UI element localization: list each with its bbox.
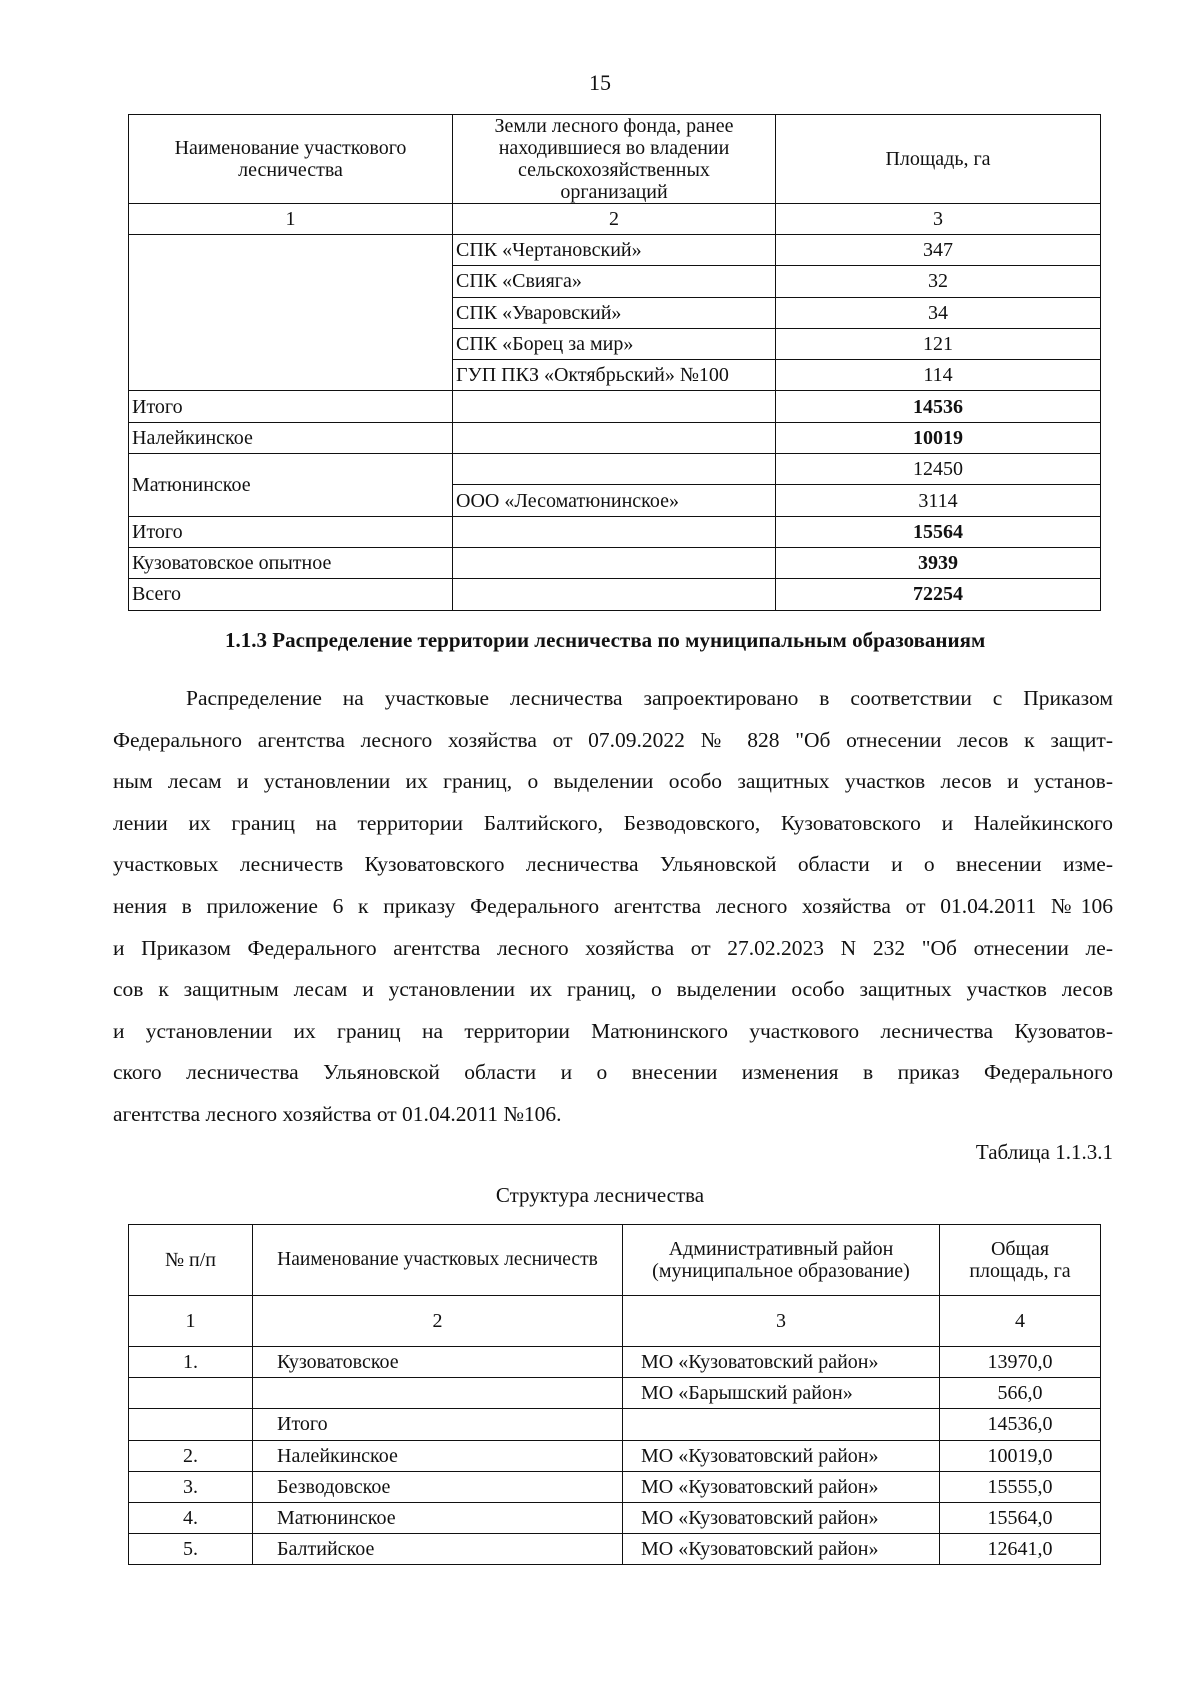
table-row: [129, 547, 1101, 578]
number-cell: [129, 1378, 253, 1409]
number-cell: 4.: [129, 1502, 253, 1533]
number-cell: [129, 1409, 253, 1440]
table-header-row: [129, 115, 1101, 204]
paragraph-line: ского лесничества Ульяновской области и о внесении изменения в приказ Федерального: [113, 1060, 1113, 1085]
table-row: [129, 454, 1101, 485]
org-cell: [453, 516, 776, 547]
org-cell: СПК «Уваровский»: [453, 297, 776, 328]
name-cell: [129, 235, 453, 391]
area-cell: 14536: [776, 391, 1101, 422]
district-cell: МО «Барышский район»: [623, 1378, 940, 1409]
name-cell: Кузоватовское: [253, 1347, 623, 1378]
body-paragraph: [113, 678, 1113, 1136]
name-cell: Налейкинское: [129, 422, 453, 453]
org-cell: [453, 547, 776, 578]
area-cell: 15564: [776, 516, 1101, 547]
name-cell: Безводовское: [253, 1471, 623, 1502]
table-row: [129, 235, 1101, 266]
column-number: 1: [129, 204, 453, 235]
table-title: Структура лесничества: [495, 1183, 705, 1207]
area-cell: 32: [776, 266, 1101, 297]
column-number: 2: [253, 1296, 623, 1347]
section-heading: 1.1.3 Распределение территории лесничества по муниципальным образованиям: [225, 628, 986, 652]
paragraph-line: агентства лесного хозяйства от 01.04.2011 №106.: [113, 1101, 562, 1126]
org-cell: СПК «Борец за мир»: [453, 328, 776, 359]
area-cell: 3114: [776, 485, 1101, 516]
district-cell: МО «Кузоватовский район»: [623, 1440, 940, 1471]
paragraph-line: лении их границ на территории Балтийского, Безводовского, Кузоватовского и Налейкинского: [113, 810, 1113, 835]
org-cell: ГУП ПКЗ «Октябрьский» №100: [453, 360, 776, 391]
area-cell: 34: [776, 297, 1101, 328]
area-cell: 10019,0: [940, 1440, 1101, 1471]
number-cell: 3.: [129, 1471, 253, 1502]
paragraph-line: ным лесам и установлении их границ, о выделении особо защитных участков лесов и установ-: [113, 769, 1113, 794]
table-row: [129, 422, 1101, 453]
column-number: 1: [129, 1296, 253, 1347]
column-number-row: [129, 204, 1101, 235]
area-cell: 14536,0: [940, 1409, 1101, 1440]
table-header-row: [129, 1225, 1101, 1296]
name-cell: Кузоватовское опытное: [129, 547, 453, 578]
area-cell: 121: [776, 328, 1101, 359]
header-cell: Земли лесного фонда, ранее находившиеся во владении сельскохозяйственных организаций: [453, 115, 776, 204]
paragraph-line: сов к защитным лесам и установлении их границ, о выделении особо защитных участков лесов: [113, 977, 1113, 1002]
name-cell: Итого: [129, 516, 453, 547]
name-cell: Балтийское: [253, 1534, 623, 1565]
area-cell: 15555,0: [940, 1471, 1101, 1502]
district-cell: МО «Кузоватовский район»: [623, 1502, 940, 1533]
paragraph-line: и Приказом Федерального агентства лесного хозяйства от 27.02.2023 N 232 "Об отнесении ле-: [113, 935, 1113, 960]
name-cell: [253, 1378, 623, 1409]
paragraph-line: участковых лесничеств Кузоватовского лесничества Ульяновской области и о внесении изме-: [113, 852, 1113, 877]
header-cell: Площадь, га: [776, 115, 1101, 204]
table-row: [129, 1440, 1101, 1471]
column-number: 3: [623, 1296, 940, 1347]
org-cell: СПК «Чертановский»: [453, 235, 776, 266]
area-cell: 347: [776, 235, 1101, 266]
header-cell: Наименование участкового лесничества: [129, 115, 453, 204]
number-cell: 5.: [129, 1534, 253, 1565]
table-row: [129, 516, 1101, 547]
column-number: 4: [940, 1296, 1101, 1347]
area-cell: 3939: [776, 547, 1101, 578]
org-cell: [453, 422, 776, 453]
org-cell: ООО «Лесоматюнинское»: [453, 485, 776, 516]
paragraph-line: Распределение на участковые лесничества запроектировано в соответствии с Приказом: [186, 686, 1113, 710]
name-cell: Итого: [253, 1409, 623, 1440]
table-row: [129, 391, 1101, 422]
number-cell: 2.: [129, 1440, 253, 1471]
page-number: 15: [589, 70, 611, 95]
area-cell: 114: [776, 360, 1101, 391]
area-cell: 15564,0: [940, 1502, 1101, 1533]
paragraph-line: нения в приложение 6 к приказу Федерального агентства лесного хозяйства от 01.04.2011 №106: [113, 893, 1113, 918]
table-row: [129, 1502, 1101, 1533]
area-cell: 13970,0: [940, 1347, 1101, 1378]
org-cell: [453, 579, 776, 610]
number-cell: 1.: [129, 1347, 253, 1378]
org-cell: [453, 454, 776, 485]
area-cell: 72254: [776, 579, 1101, 610]
agricultural-lands-table: [128, 114, 1101, 611]
table-row: [129, 1378, 1101, 1409]
table-row: [129, 1347, 1101, 1378]
header-cell: Общая площадь, га: [940, 1225, 1101, 1296]
org-cell: СПК «Свияга»: [453, 266, 776, 297]
table-row: [129, 579, 1101, 610]
header-cell: Наименование участковых лесничеств: [253, 1225, 623, 1296]
area-cell: 12450: [776, 454, 1101, 485]
table-row: [129, 1534, 1101, 1565]
column-number: 3: [776, 204, 1101, 235]
table-row: [129, 1471, 1101, 1502]
district-cell: [623, 1409, 940, 1440]
district-cell: МО «Кузоватовский район»: [623, 1471, 940, 1502]
table-caption: Таблица 1.1.3.1: [975, 1140, 1113, 1164]
paragraph-line: и установлении их границ на территории Матюнинского участкового лесничества Кузоватов-: [113, 1018, 1113, 1043]
header-cell: № п/п: [129, 1225, 253, 1296]
forestry-structure-table: [128, 1224, 1101, 1565]
name-cell: Налейкинское: [253, 1440, 623, 1471]
column-number: 2: [453, 204, 776, 235]
column-number-row: [129, 1296, 1101, 1347]
area-cell: 12641,0: [940, 1534, 1101, 1565]
org-cell: [453, 391, 776, 422]
name-cell: Матюнинское: [253, 1502, 623, 1533]
district-cell: МО «Кузоватовский район»: [623, 1534, 940, 1565]
name-cell: Всего: [129, 579, 453, 610]
district-cell: МО «Кузоватовский район»: [623, 1347, 940, 1378]
header-cell: Административный район (муниципальное образование): [623, 1225, 940, 1296]
name-cell: Итого: [129, 391, 453, 422]
name-cell: Матюнинское: [129, 454, 453, 517]
area-cell: 566,0: [940, 1378, 1101, 1409]
table-row: [129, 1409, 1101, 1440]
paragraph-line: Федерального агентства лесного хозяйства от 07.09.2022 № 828 "Об отнесении лесов к защит-: [113, 727, 1113, 752]
area-cell: 10019: [776, 422, 1101, 453]
